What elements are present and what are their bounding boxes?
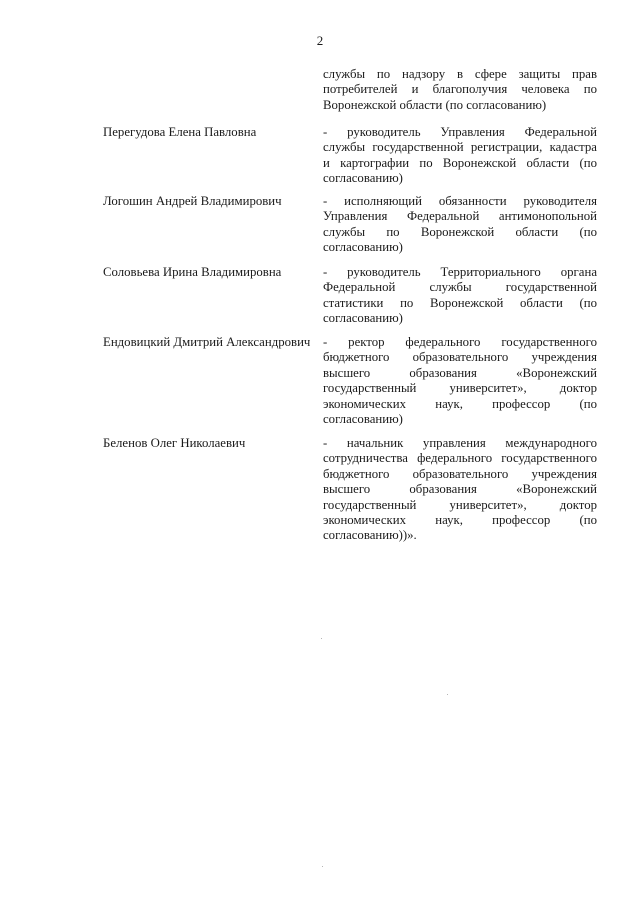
text-line: и картографии по Воронежской области (по <box>323 155 597 170</box>
member-name: Перегудова Елена Павловна <box>103 125 257 139</box>
scan-speck <box>447 694 448 695</box>
text-line: высшего образования «Воронежский <box>323 482 597 497</box>
text-line: согласованию) <box>323 311 403 326</box>
continuation-text <box>323 67 597 113</box>
text-line: Управления Федеральной антимонопольной <box>323 209 597 224</box>
text-line: сотрудничества федерального государственного <box>323 451 597 466</box>
member-role <box>323 335 597 427</box>
member-role <box>323 436 597 544</box>
text-line: - исполняющий обязанности руководителя <box>323 194 597 208</box>
text-line: согласованию) <box>323 411 403 426</box>
text-line: - ректор федерального государственного <box>323 335 597 349</box>
scan-speck <box>322 866 323 867</box>
text-line: - руководитель Территориального органа <box>323 265 597 279</box>
text-line: потребителей и благополучия человека по <box>323 82 597 97</box>
text-line: высшего образования «Воронежский <box>323 365 597 380</box>
text-line: службы по надзору в сфере защиты прав <box>323 67 597 81</box>
member-name: Соловьева Ирина Владимировна <box>103 265 282 279</box>
text-line: службы по Воронежской области (по <box>323 224 597 239</box>
text-line: согласованию) <box>323 171 403 186</box>
text-line: экономических наук, профессор (по <box>323 396 597 411</box>
text-line: Воронежской области (по согласованию) <box>323 97 547 112</box>
text-line: - начальник управления международного <box>323 436 597 450</box>
text-line: экономических наук, профессор (по <box>323 512 597 527</box>
member-role <box>323 194 597 256</box>
text-line: согласованию) <box>323 240 403 255</box>
text-line: государственный университет», доктор <box>323 381 597 396</box>
text-line: службы государственной регистрации, кадастра <box>323 140 597 155</box>
text-line: статистики по Воронежской области (по <box>323 295 597 310</box>
member-role <box>323 125 597 187</box>
text-line: государственный университет», доктор <box>323 497 597 512</box>
member-name: Логошин Андрей Владимирович <box>103 194 282 208</box>
text-line: согласованию))». <box>323 528 417 543</box>
member-name: Ендовицкий Дмитрий Александрович <box>103 335 311 349</box>
page-number: 2 <box>316 33 324 48</box>
member-role <box>323 265 597 327</box>
member-name: Беленов Олег Николаевич <box>103 436 246 450</box>
text-line: бюджетного образовательного учреждения <box>323 466 597 481</box>
scan-speck <box>321 638 322 639</box>
text-line: - руководитель Управления Федеральной <box>323 125 597 139</box>
text-line: Федеральной службы государственной <box>323 280 597 295</box>
text-line: бюджетного образовательного учреждения <box>323 350 597 365</box>
